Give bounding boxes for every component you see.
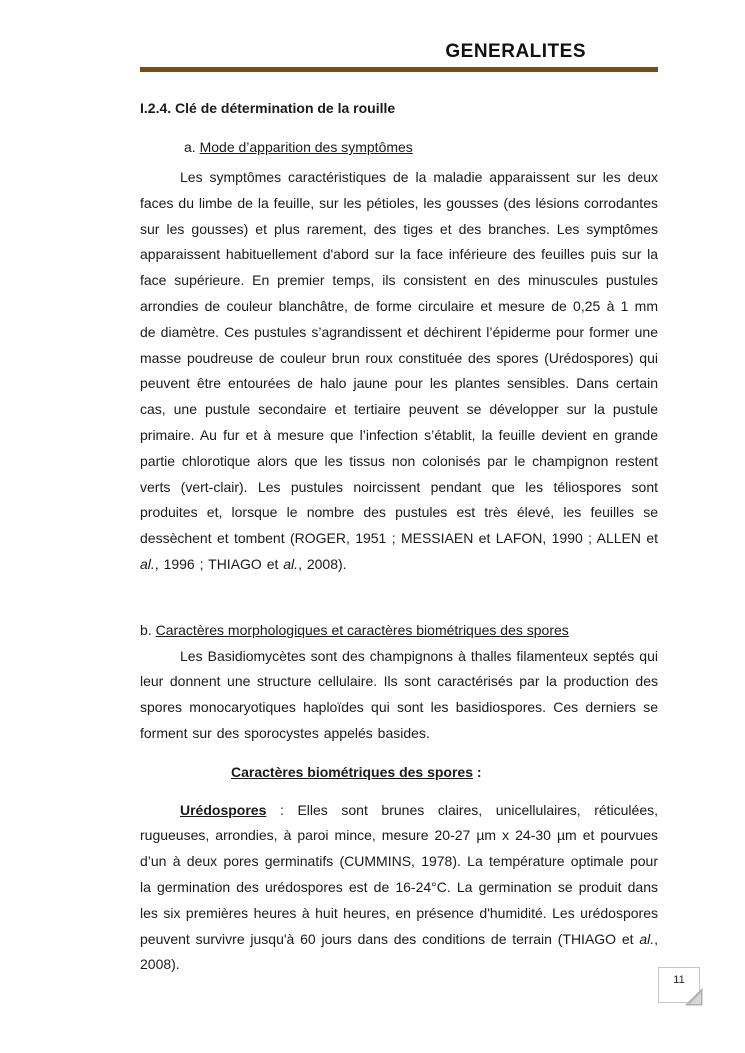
section-heading: I.2.4. Clé de détermination de la rouille — [140, 100, 396, 116]
page-number: 11 — [673, 974, 685, 986]
paragraph-symptoms-text-1: Les symptômes caractéristiques de la maladie apparaissent sur les deux faces du limbe de la feuille, sur les pétioles, les gousses (des lésions corrodantes sur les gousses) et plus rarement, des tiges et des branches. Les symptômes apparaissent habituellement d'abord sur la face inférieure des feuilles puis sur la face supérieure. En premier temps, ils consistent en des minuscules pustules arrondies de couleur blanchâtre, de forme circulaire et mesure de 0,25 à 1 mm de diamètre. Ces pustules s’agrandissent et déchirent l’épiderme pour former une masse poudreuse de couleur brun roux constituée des spores (Urédospores) qui peuvent être entourées de halo jaune pour les plantes sensibles. Dans certain cas, une pustule secondaire et tertiaire peuvent se développer sur la pustule primaire. Au fur et à mesure que l’infection s’établit, la feuille devient en grande partie chlorotique alors que les tissus non colonisés par le champignon restent verts (vert-clair). Les pustules noircissent pendant que les téliospores sont produites et, lorsque le nombre des pustules est très élevé, les feuilles se dessèchent et tombent (ROGER, 1951 ; MESSIAEN et LAFON, 1990 ; ALLEN et — [140, 169, 658, 547]
paragraph-symptoms-italic-2: al. — [283, 555, 299, 572]
folded-corner-icon — [684, 987, 706, 1007]
subsection-a-heading — [184, 138, 658, 157]
paragraph-uredospores-text-1: : Elles sont brunes claires, unicellulaires, réticulées, rugueuses, arrondies, à paroi mince, mesure 20-27 µm x 24-30 µm et pourvues d’un à deux pores germinatifs (CUMMINS, 1978). La température optimale pour la germination des urédospores est de 16-24°C. La germination se produit dans les six premières heures à huit heures, en présence d'humidité. Les urédospores peuvent survivre jusqu'à 60 jours dans des conditions de terrain (THIAGO et — [140, 801, 658, 947]
biometric-heading — [231, 760, 658, 786]
paragraph-symptoms-text-2: , 1996 ; THIAGO et — [154, 555, 284, 572]
subsection-b-title: Caractères morphologiques et caractères biométriques des spores — [155, 621, 569, 638]
uredospores-lead: Urédospores — [180, 801, 267, 818]
subsection-b-heading — [140, 618, 658, 644]
header-rule — [140, 67, 658, 72]
subsection-a-title: Mode d’apparition des symptômes — [199, 139, 413, 155]
subsection-b-prefix: b. — [140, 621, 152, 638]
page-content — [140, 0, 658, 978]
paragraph-symptoms-text-3: , 2008). — [298, 555, 347, 572]
paragraph-symptoms — [140, 165, 658, 578]
page-title: GENERALITES — [445, 41, 586, 62]
page-number-box — [658, 967, 700, 1003]
paragraph-uredospores — [140, 798, 658, 979]
subsection-a-prefix: a. — [184, 139, 196, 155]
biometric-heading-title: Caractères biométriques des spores — [231, 763, 473, 780]
biometric-heading-colon: : — [473, 763, 482, 780]
paragraph-uredospores-italic-1: al. — [639, 930, 655, 947]
paragraph-symptoms-italic-1: al. — [140, 555, 155, 572]
paragraph-uredospores-text-2: , 2008). — [140, 930, 658, 973]
paragraph-basidiomycetes: Les Basidiomycètes sont des champignons à thalles filamenteux septés qui leur donnent une structure cellulaire. Ils sont caractérisés par la production des spores monocaryotiques haploïdes qui sont les basidiospores. Ces derniers se forment sur des sporocystes appelés basides. — [140, 647, 658, 741]
